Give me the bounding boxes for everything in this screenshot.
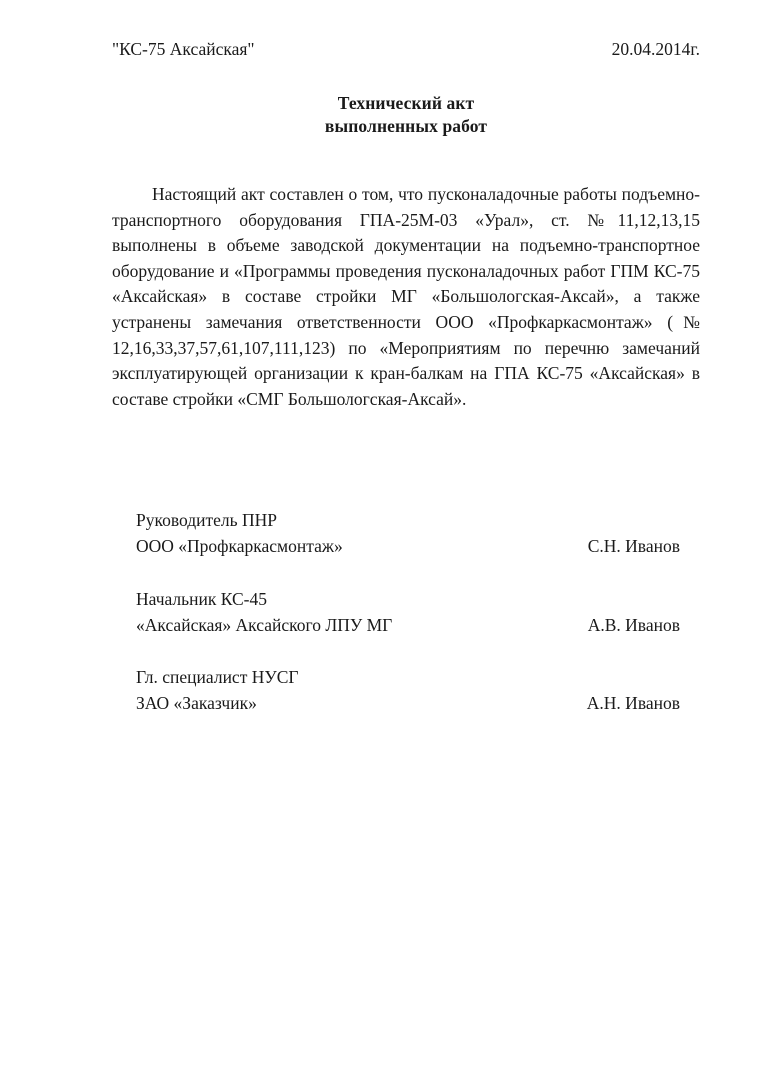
signatory-role: Гл. специалист НУСГ	[136, 667, 299, 688]
signatory-name: С.Н. Иванов	[587, 536, 680, 557]
signature-block	[112, 507, 700, 717]
document-date: 20.04.2014г.	[611, 39, 700, 59]
signature-entry	[136, 586, 700, 639]
signatory-line	[136, 533, 700, 559]
document-header	[112, 38, 700, 61]
signature-entry	[136, 664, 700, 717]
document-title-line-1: Технический акт	[337, 92, 475, 113]
signatory-organization: ООО «Профкаркасмонтаж»	[136, 536, 343, 557]
document-body-paragraph: Настоящий акт составлен о том, что пусконаладочные работы подъемно-транспортного оборудования ГПА-25М-03 «Урал», ст. №11,12,13,15 выполнены в объеме заводской документации на подъемно-транспортное оборудование и «Программы проведения пусконаладочных работ ГПМ КС-75 «Аксайская» в составе стройки МГ «Большологская-Аксай», а также устранены замечания ответственности ООО «Профкаркасмонтаж» (№ 12,16,33,37,57,61,107,111,123) по «Мероприятиям по перечню замечаний эксплуатирующей организации к кран-балкам на ГПА КС-75 «Аксайская» в составе стройки «СМГ Большологская-Аксай».	[112, 184, 700, 409]
signatory-name: А.В. Иванов	[587, 614, 680, 635]
signatory-line	[136, 612, 700, 638]
signatory-line	[136, 690, 700, 716]
signatory-name: А.Н. Иванов	[586, 693, 680, 714]
signatory-role: Начальник КС-45	[136, 588, 267, 609]
document-content	[112, 38, 700, 717]
signatory-organization: «Аксайская» Аксайского ЛПУ МГ	[136, 614, 393, 635]
document-title-line-2: выполненных работ	[324, 116, 488, 137]
signatory-organization: ЗАО «Заказчик»	[136, 693, 257, 714]
signatory-role: Руководитель ПНР	[136, 510, 278, 531]
document-title	[112, 92, 700, 139]
object-name: "КС-75 Аксайская"	[112, 39, 255, 59]
signature-entry	[136, 507, 700, 560]
